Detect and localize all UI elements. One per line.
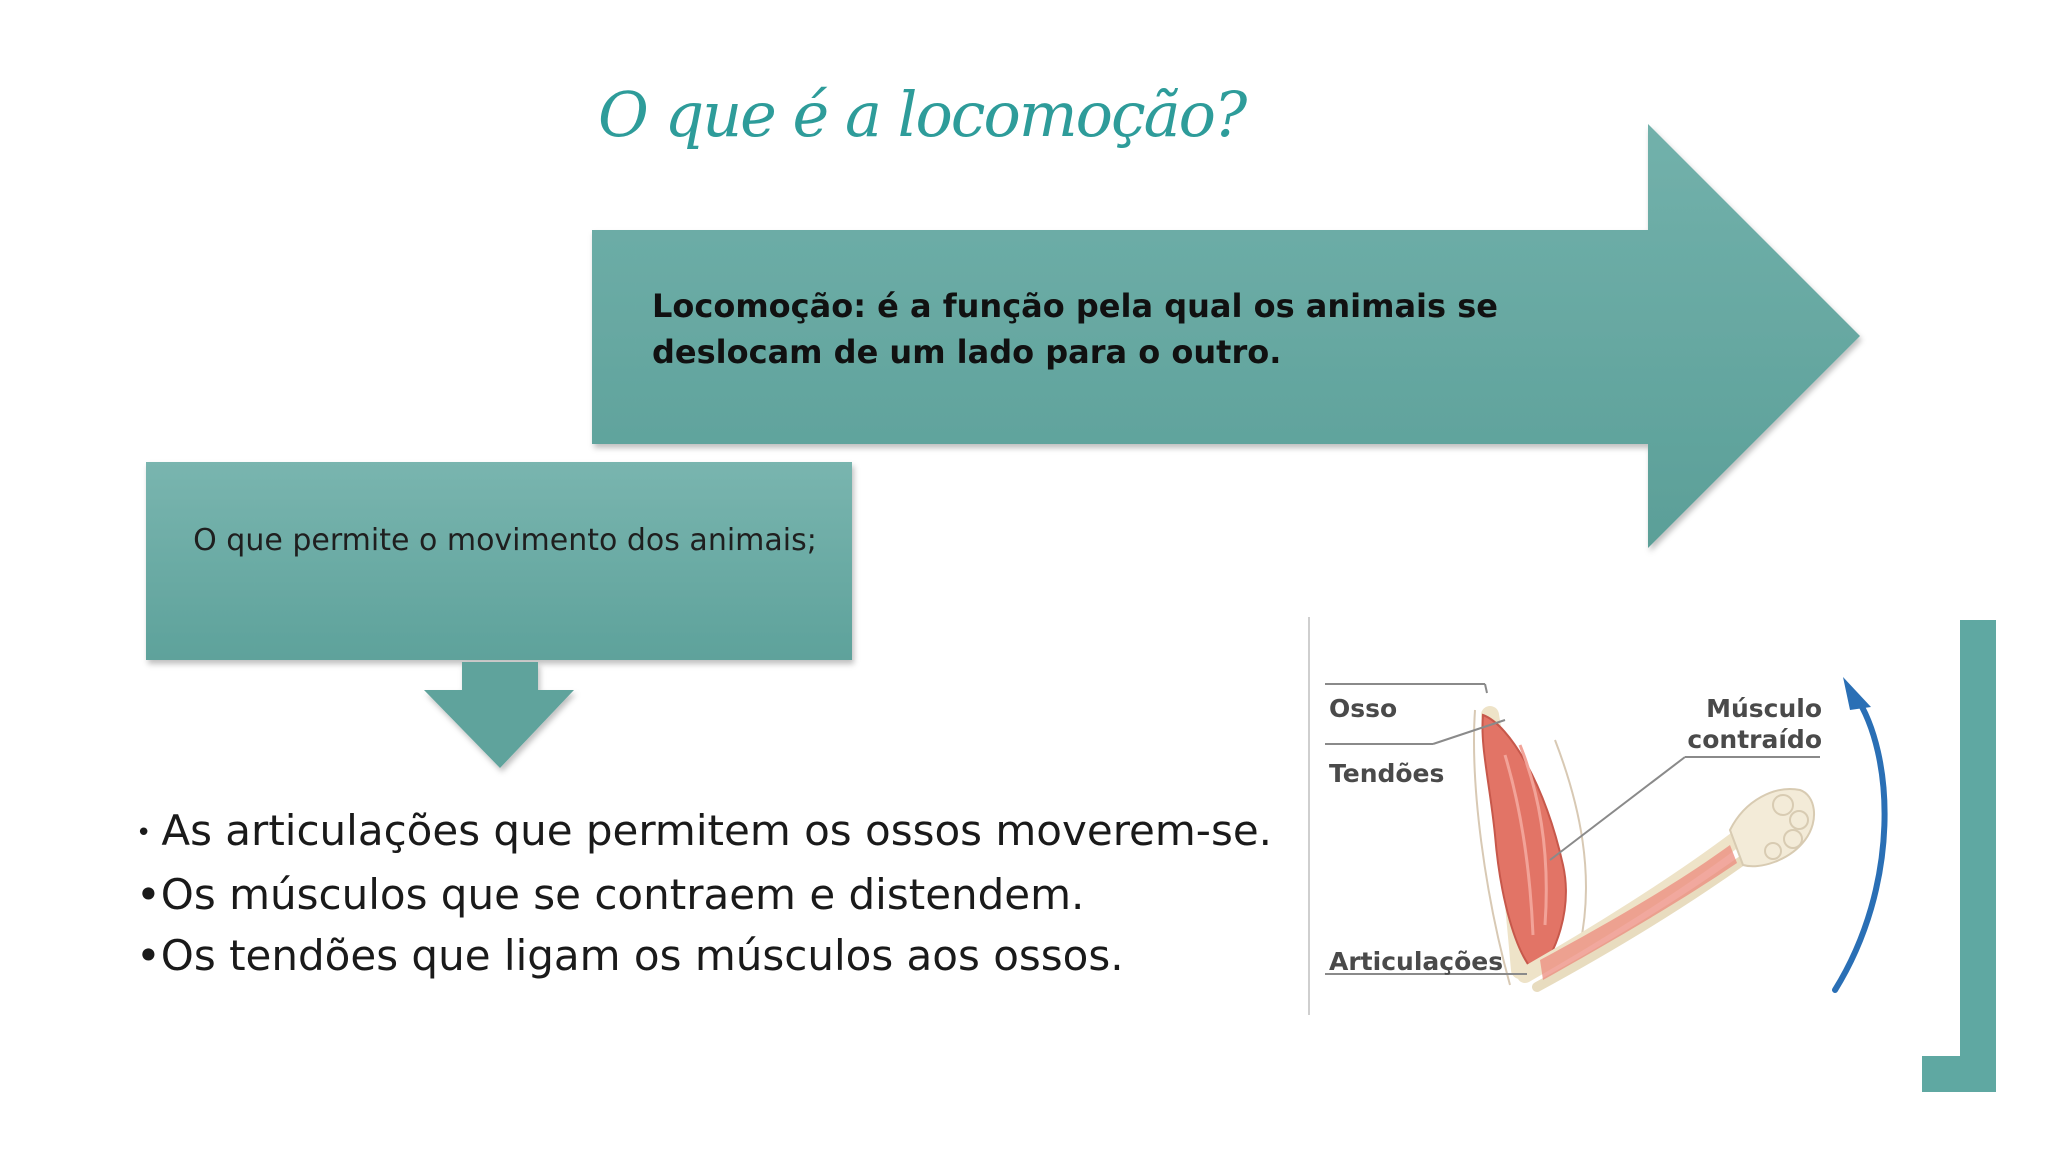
label-joints: Articulações (1329, 947, 1504, 976)
label-muscle-line1: Músculo (1706, 694, 1822, 723)
arm-figure (1305, 615, 1945, 1015)
bullet-icon: • (136, 931, 161, 980)
list-item: • As articulações que permitem os ossos moverem-se. (136, 806, 1273, 855)
curved-arrow-icon (1835, 677, 1885, 990)
bullet-list (136, 800, 1272, 986)
decorative-bar (1960, 620, 1996, 1092)
label-muscle-line2: contraído (1687, 725, 1822, 754)
arrow-definition-text: Locomoção: é a função pela qual os animais se deslocam de um lado para o outro. (652, 287, 1498, 371)
bullet-icon: • (136, 818, 152, 848)
list-item: •Os tendões que ligam os músculos aos ossos. (136, 931, 1124, 980)
bullet-icon: • (136, 870, 161, 919)
label-tendons: Tendões (1329, 759, 1445, 788)
slide-title: O que é a locomoção? (598, 78, 1246, 151)
decorative-foot (1922, 1056, 1996, 1092)
callout-box-text: O que permite o movimento dos animais; (193, 523, 817, 558)
down-arrow-shape (424, 662, 574, 768)
label-bone: Osso (1329, 694, 1398, 723)
list-item: •Os músculos que se contraem e distendem. (136, 870, 1085, 919)
